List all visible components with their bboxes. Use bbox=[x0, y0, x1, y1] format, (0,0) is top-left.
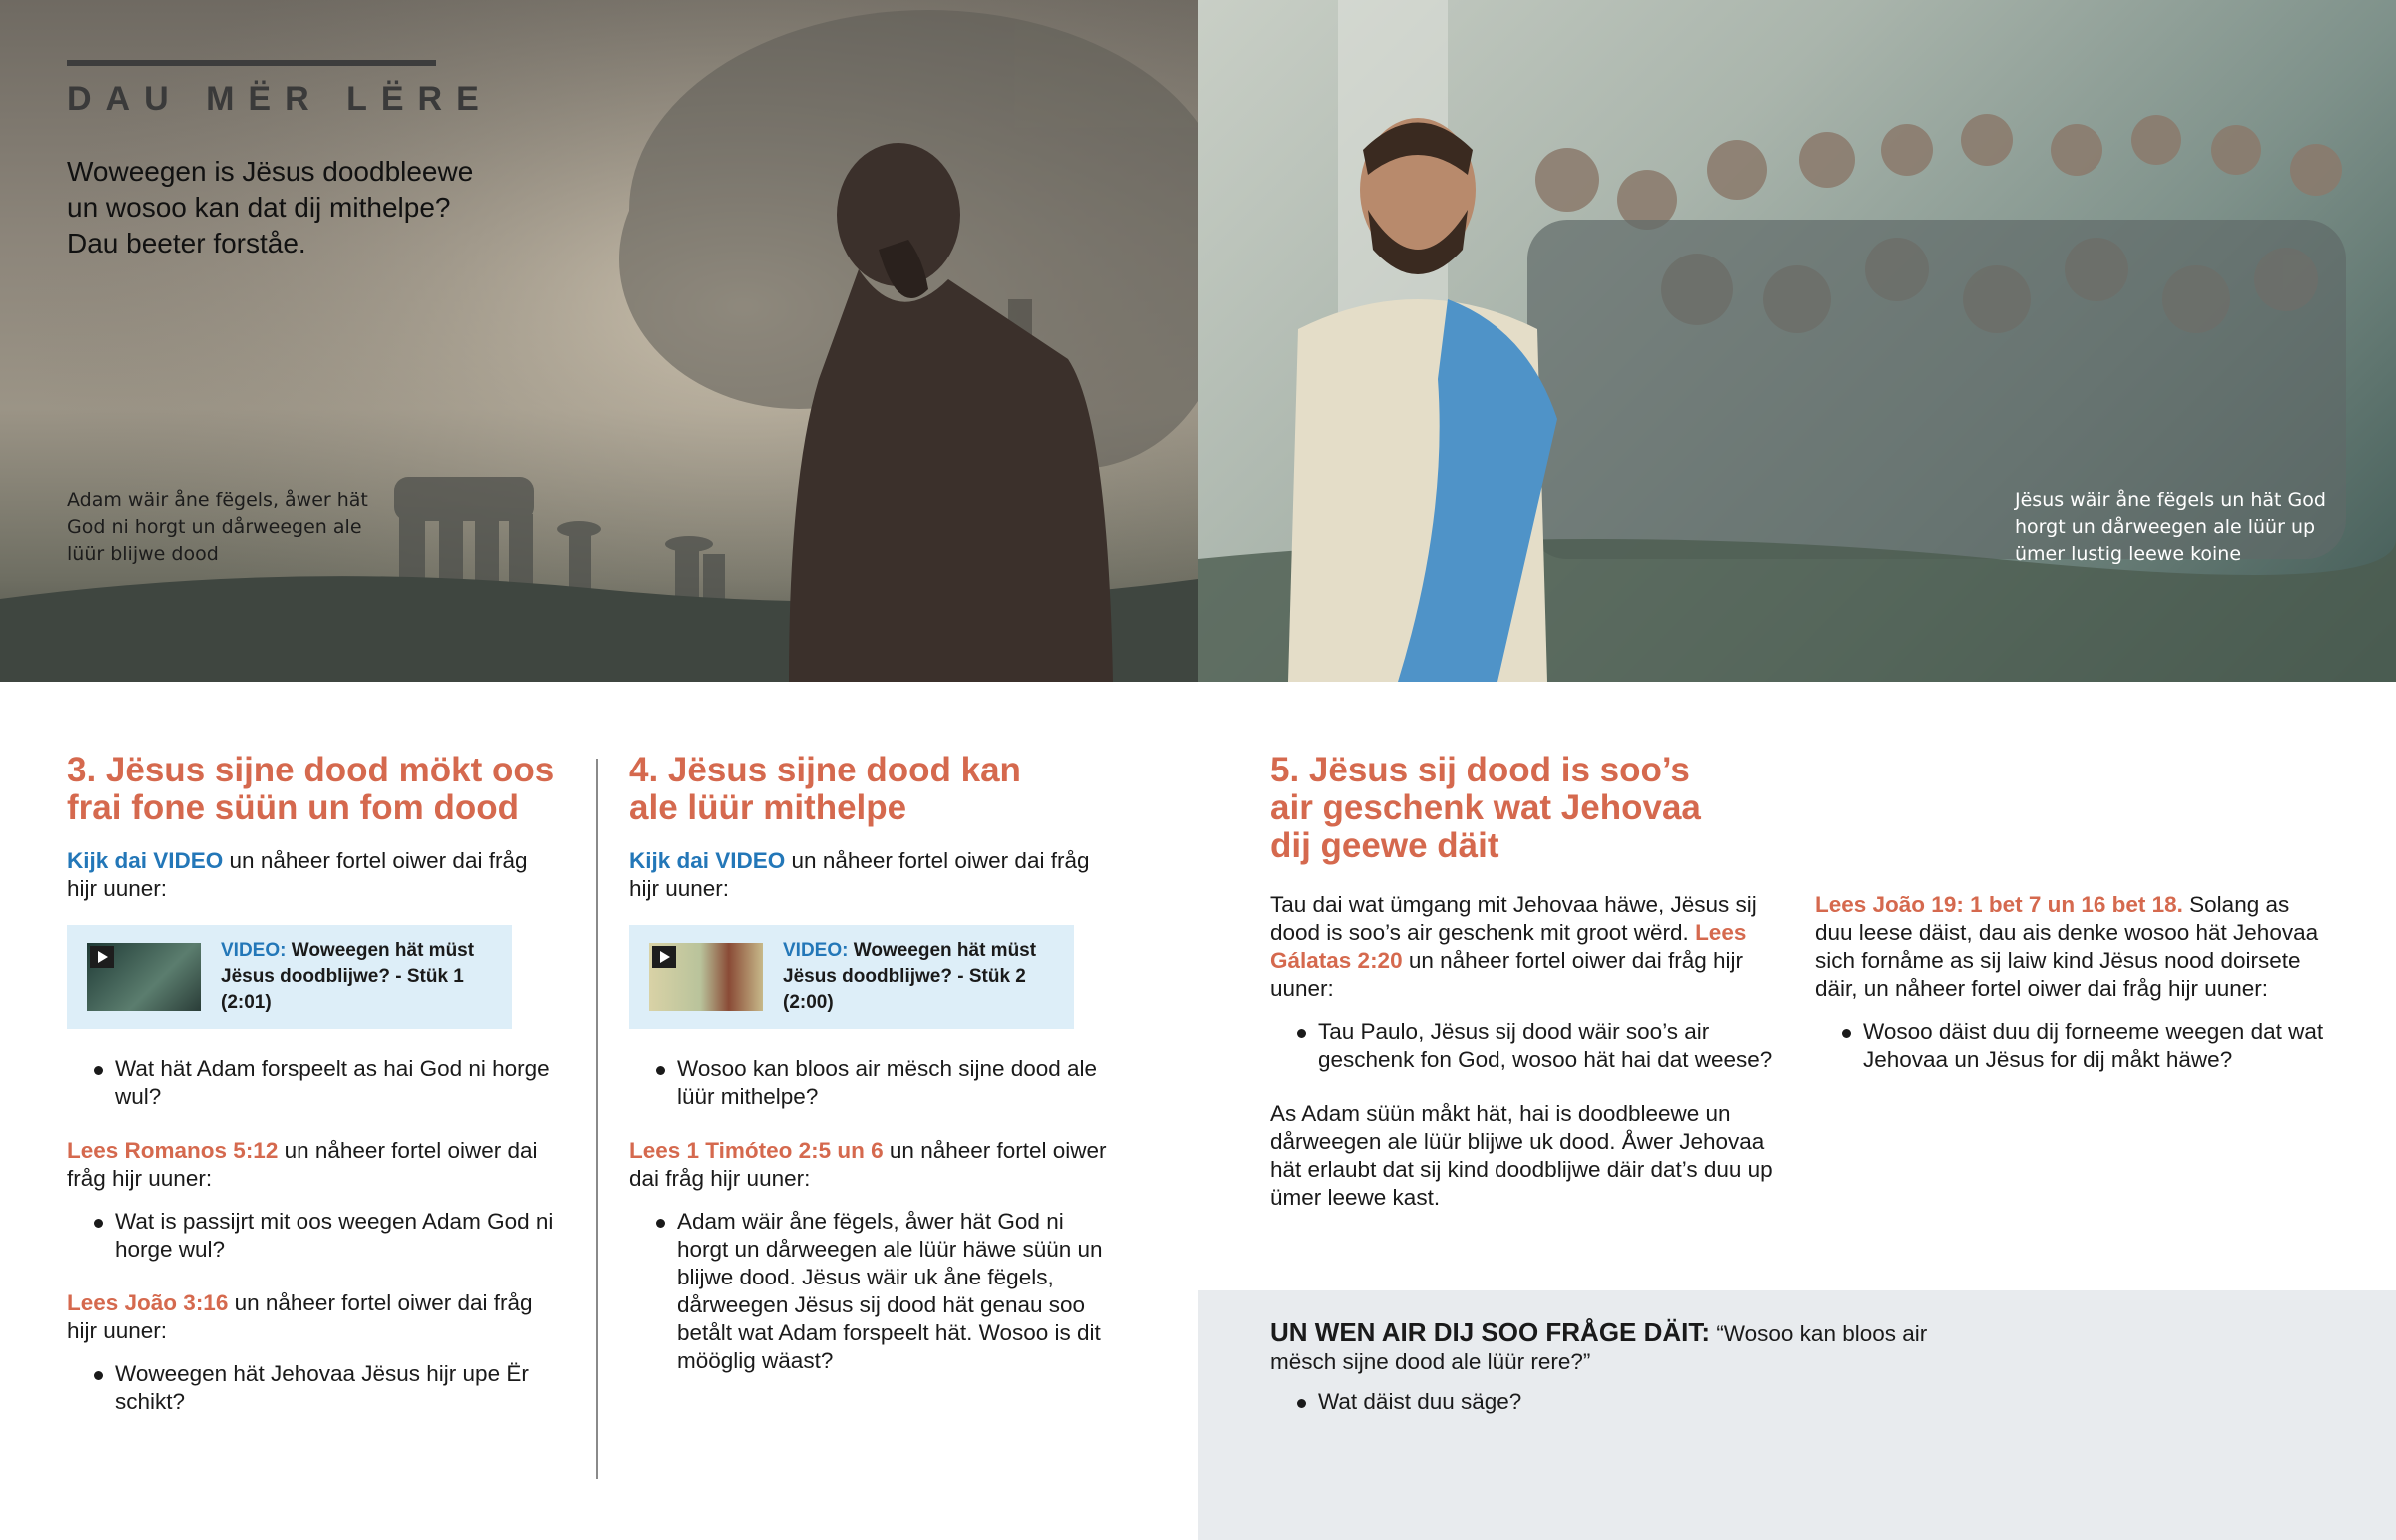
section-kicker: DAU MËR LËRE bbox=[67, 80, 493, 118]
play-icon[interactable] bbox=[652, 946, 676, 968]
title-line: air geschenk wat Jehovaa bbox=[1270, 788, 1701, 827]
question-bullet: Adam wäir åne fëgels, åwer hät God ni horgt un dårweegen ale lüür häwe süün un blijwe dood. Jësus wäir uk åne fëgels, dårweegen Jësus sij dood hät genau soo betålt wat Adam forspeelt hät. Wosoo is dit mööglig wäast? bbox=[629, 1208, 1118, 1375]
discussion-box bbox=[1198, 1290, 2396, 1540]
read-instruction bbox=[629, 1137, 1118, 1193]
question-bullet: Woweegen hät Jehovaa Jësus hijr upe Ër schikt? bbox=[67, 1360, 556, 1416]
section-4-title bbox=[629, 752, 1118, 827]
title-line: 5. Jësus sij dood is soo’s bbox=[1270, 751, 1690, 789]
read-instruction bbox=[1815, 891, 2328, 1003]
instruction-text: un nåheer fortel oiwer dai fråg hijr uuner: bbox=[67, 848, 528, 901]
question-bullet: Wat hät Adam forspeelt as hai God ni horge wul? bbox=[67, 1055, 556, 1111]
watch-video-link[interactable]: Kijk dai VIDEO bbox=[629, 848, 786, 873]
discussion-prompt bbox=[1270, 1318, 1969, 1376]
scripture-link[interactable]: Lees 1 Timóteo 2:5 un 6 bbox=[629, 1138, 884, 1163]
play-icon[interactable] bbox=[90, 946, 114, 968]
video-card[interactable] bbox=[67, 925, 512, 1029]
instruction-text: un nåheer fortel oiwer dai fråg hijr uuner: bbox=[629, 848, 1090, 901]
image-caption-left bbox=[67, 487, 368, 568]
image-caption-right bbox=[2015, 487, 2326, 568]
section-5-paragraph bbox=[1270, 891, 1775, 1003]
intro-line: Dau beeter forståe. bbox=[67, 228, 306, 258]
title-line: 4. Jësus sijne dood kan bbox=[629, 751, 1021, 789]
instruction-text: un nåheer fortel oiwer dai fråg hijr uuner: bbox=[67, 1138, 538, 1191]
question-bullet: Wosoo kan bloos air mësch sijne dood ale lüür mithelpe? bbox=[629, 1055, 1118, 1111]
video-label: VIDEO: bbox=[221, 940, 287, 961]
section-5-left-column bbox=[1270, 891, 1775, 1212]
question-bullet: Tau Paulo, Jësus sij dood wäir soo’s air geschenk fon God, wosoo hät hai dat weese? bbox=[1270, 1018, 1775, 1074]
scripture-link[interactable]: Lees João 3:16 bbox=[67, 1290, 229, 1315]
section-5-right-column bbox=[1815, 891, 2328, 1074]
section-3-title bbox=[67, 752, 556, 827]
video-thumbnail[interactable] bbox=[87, 943, 201, 1011]
scripture-link[interactable]: Lees Gálatas 2:20 bbox=[1270, 920, 1747, 973]
section-5-paragraph: As Adam süün måkt hät, hai is doodbleewe un dårweegen ale lüür blijwe uk dood. Åwer Jehovaa hät erlaubt dat sij kind doodblijwe däir dat’s duu up ümer leewe kast. bbox=[1270, 1101, 1773, 1210]
video-thumbnail[interactable] bbox=[649, 943, 763, 1011]
question-bullet: Wosoo däist duu dij forneeme weegen dat wat Jehovaa un Jësus for dij måkt häwe? bbox=[1815, 1018, 2328, 1074]
hero-image-jesus bbox=[1198, 0, 2396, 682]
box-heading: UN WEN AIR DIJ SOO FRÅGE DÄIT: bbox=[1270, 1317, 1711, 1347]
intro-line: Woweegen is Jësus doodbleewe bbox=[67, 156, 474, 187]
caption-line: God ni horgt un dårweegen ale bbox=[67, 516, 362, 538]
scripture-link[interactable]: Lees Romanos 5:12 bbox=[67, 1138, 279, 1163]
title-line: frai fone süün un fom dood bbox=[67, 788, 520, 827]
watch-instruction bbox=[67, 847, 556, 903]
instruction-text: un nåheer fortel oiwer dai fråg hijr uuner: bbox=[629, 1138, 1107, 1191]
watch-instruction bbox=[629, 847, 1118, 903]
title-line: ale lüür mithelpe bbox=[629, 788, 907, 827]
caption-line: ümer lustig leewe koine bbox=[2015, 543, 2242, 565]
question-bullet: Wat däist duu säge? bbox=[1270, 1388, 1969, 1416]
intro-heading bbox=[67, 154, 586, 261]
column-divider bbox=[596, 759, 598, 1479]
discussion-content bbox=[1270, 1318, 1969, 1416]
caption-line: lüür blijwe dood bbox=[67, 543, 219, 565]
caption-line: Jësus wäir åne fëgels un hät God bbox=[2015, 489, 2326, 511]
jesus-crowd-illustration bbox=[1198, 0, 2396, 682]
instruction-text: un nåheer fortel oiwer dai fråg hijr uuner: bbox=[1270, 948, 1744, 1001]
section-5-title bbox=[1270, 752, 1701, 865]
read-instruction bbox=[67, 1289, 556, 1345]
kicker-rule bbox=[67, 60, 436, 66]
scripture-link[interactable]: Lees João 19: 1 bet 7 un 16 bet 18. bbox=[1815, 892, 2183, 917]
hero-image-adam bbox=[0, 0, 1198, 682]
section-4 bbox=[629, 752, 1118, 1375]
read-instruction bbox=[67, 1137, 556, 1193]
section-3 bbox=[67, 752, 556, 1416]
title-line: dij geewe däit bbox=[1270, 826, 1499, 865]
caption-line: Adam wäir åne fëgels, åwer hät bbox=[67, 489, 368, 511]
video-label: VIDEO: bbox=[783, 940, 849, 961]
watch-video-link[interactable]: Kijk dai VIDEO bbox=[67, 848, 224, 873]
video-title[interactable] bbox=[221, 938, 492, 1016]
video-card[interactable] bbox=[629, 925, 1074, 1029]
video-title-text: Woweegen hät müst Jësus doodblijwe? - Stük 2 (2:00) bbox=[783, 940, 1037, 1013]
instruction-text: un nåheer fortel oiwer dai fråg hijr uuner: bbox=[67, 1290, 533, 1343]
intro-line: un wosoo kan dat dij mithelpe? bbox=[67, 192, 451, 223]
instruction-text: Solang as duu leese däist, dau ais denke wosoo hät Jehovaa sich fornåme as sij laiw kind Jësus nood doirsete däir, un nåheer fortel oiwer dai fråg hijr uuner: bbox=[1815, 892, 2319, 1001]
video-title-text: Woweegen hät müst Jësus doodblijwe? - Stük 1 (2:01) bbox=[221, 940, 475, 1013]
box-quote: “Wosoo kan bloos air mësch sijne dood ale lüür rere?” bbox=[1270, 1321, 1928, 1374]
title-line: 3. Jësus sijne dood mökt oos bbox=[67, 751, 555, 789]
paragraph-text: Tau dai wat ümgang mit Jehovaa häwe, Jësus sij dood is soo’s air geschenk mit groot wërd. bbox=[1270, 892, 1757, 945]
video-title[interactable] bbox=[783, 938, 1054, 1016]
question-bullet: Wat is passijrt mit oos weegen Adam God ni horge wul? bbox=[67, 1208, 556, 1264]
caption-line: horgt un dårweegen ale lüür up bbox=[2015, 516, 2316, 538]
